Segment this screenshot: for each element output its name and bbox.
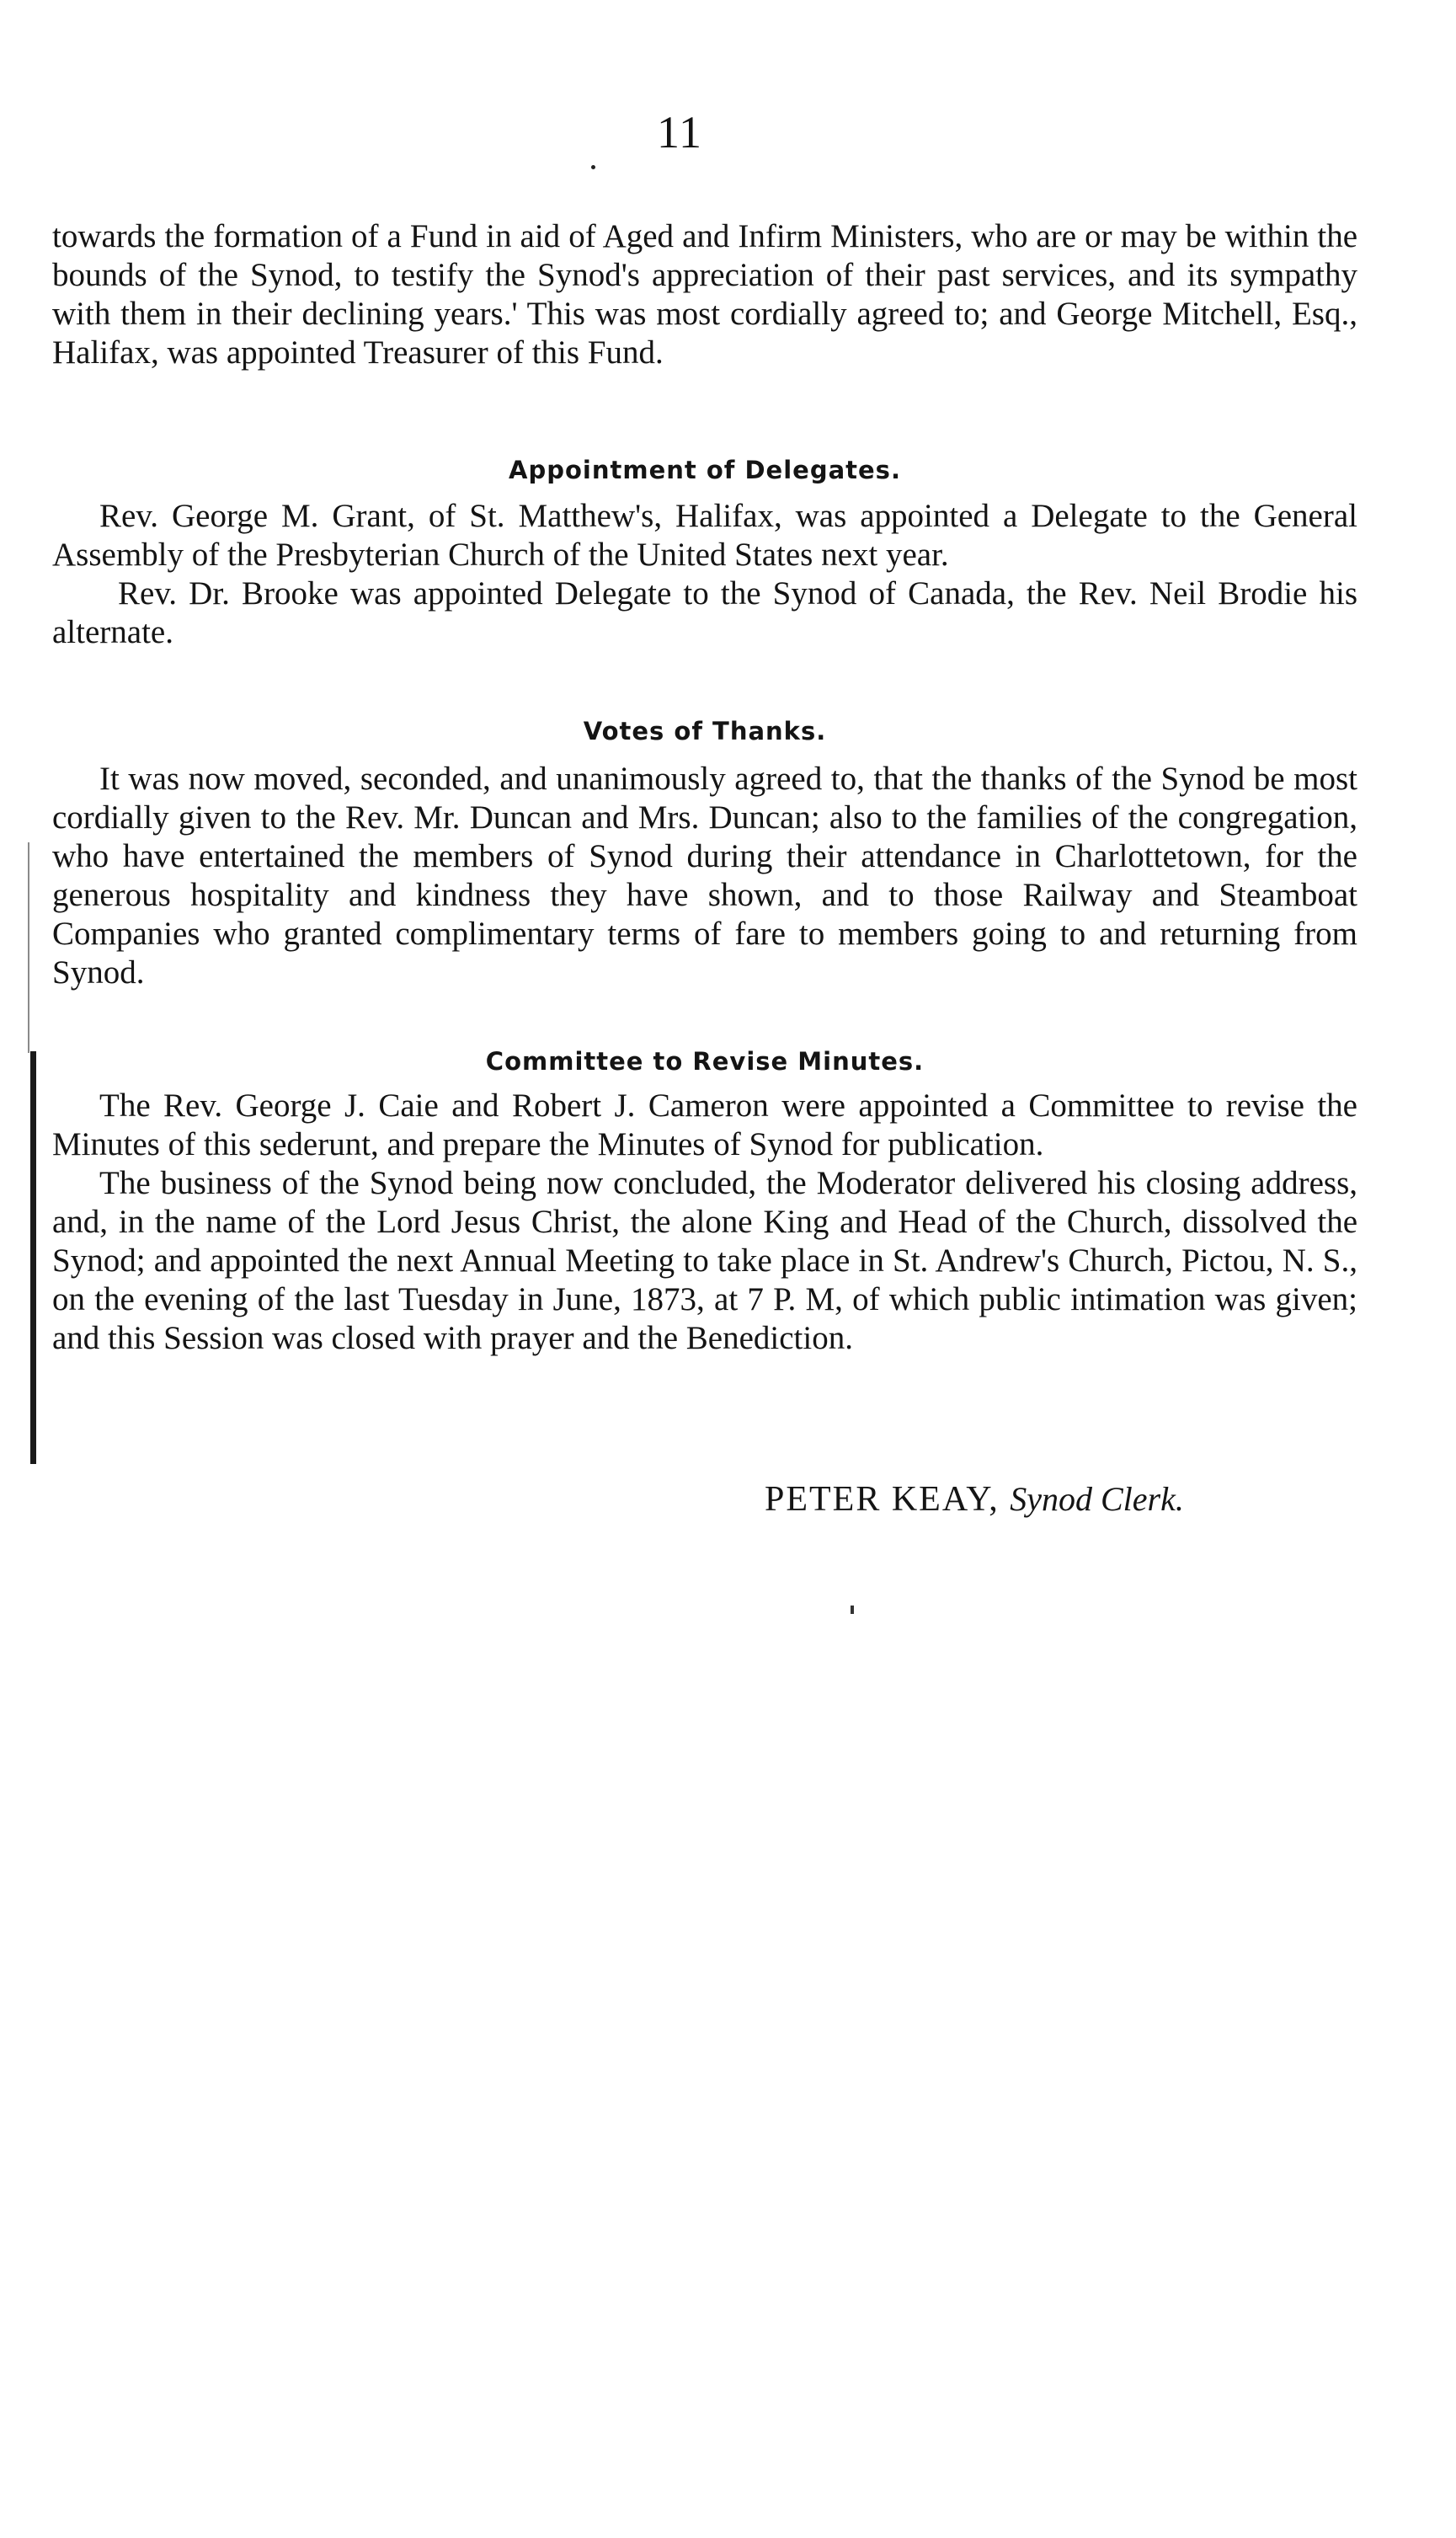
thanks-block — [52, 760, 1357, 992]
delegates-grant-paragraph: Rev. George M. Grant, of St. Matthew's, Halifax, was appointed a Delegate to the General Assembly of the Presbyterian Church of the United States next year. — [52, 498, 1357, 573]
print-speck-lower — [851, 1606, 854, 1614]
signature-name: PETER KEAY, — [765, 1480, 1000, 1519]
margin-line-heavy — [30, 1051, 36, 1464]
fund-paragraph-block — [52, 217, 1357, 372]
committee-block — [52, 1087, 1357, 1358]
committee-paragraph: The Rev. George J. Caie and Robert J. Cameron were appointed a Committee to revise the Minutes of this sederunt, and prepare the Minutes of Synod for publication. — [52, 1087, 1357, 1162]
fund-paragraph: towards the formation of a Fund in aid of Aged and Infirm Ministers, who are or may be within the bounds of the Synod, to testify the Synod's appreciation of their past services, and its sympathy with them in their declining years.' This was most cordially agreed to; and George Mitchell, Esq., Halifax, was appointed Treasurer of this Fund. — [52, 218, 1357, 371]
heading-delegates: Appointment of Delegates. — [509, 456, 901, 484]
heading-committee: Committee to Revise Minutes. — [485, 1047, 925, 1076]
delegates-brooke-paragraph: Rev. Dr. Brooke was appointed Delegate to the Synod of Canada, the Rev. Neil Brodie his alternate. — [52, 575, 1357, 650]
closing-paragraph: The business of the Synod being now concluded, the Moderator delivered his closing address, and, in the name of the Lord Jesus Christ, the alone King and Head of the Church, dissolved the Synod; and appointed the next Annual Meeting to take place in St. Andrew's Church, Pictou, N. S., on the evening of the last Tuesday in June, 1873, at 7 P. M, of which public intimation was given; and this Session was closed with prayer and the Benediction. — [52, 1165, 1357, 1356]
margin-line-faint — [28, 842, 29, 1053]
delegates-block — [52, 497, 1357, 652]
heading-thanks: Votes of Thanks. — [583, 717, 827, 745]
print-speck — [591, 165, 595, 169]
signature-title: Synod Clerk. — [1010, 1480, 1184, 1518]
thanks-paragraph: It was now moved, seconded, and unanimously agreed to, that the thanks of the Synod be most cordially given to the Rev. Mr. Duncan and Mrs. Duncan; also to the families of the congregation, who have entertained the members of Synod during their attendance in Charlottetown, for the generous hospitality and kindness they have shown, and to those Railway and Steamboat Companies who granted complimentary terms of fare to members going to and returning from Synod. — [52, 761, 1357, 991]
signature — [765, 1478, 1354, 1520]
page-number: 11 — [657, 107, 702, 158]
